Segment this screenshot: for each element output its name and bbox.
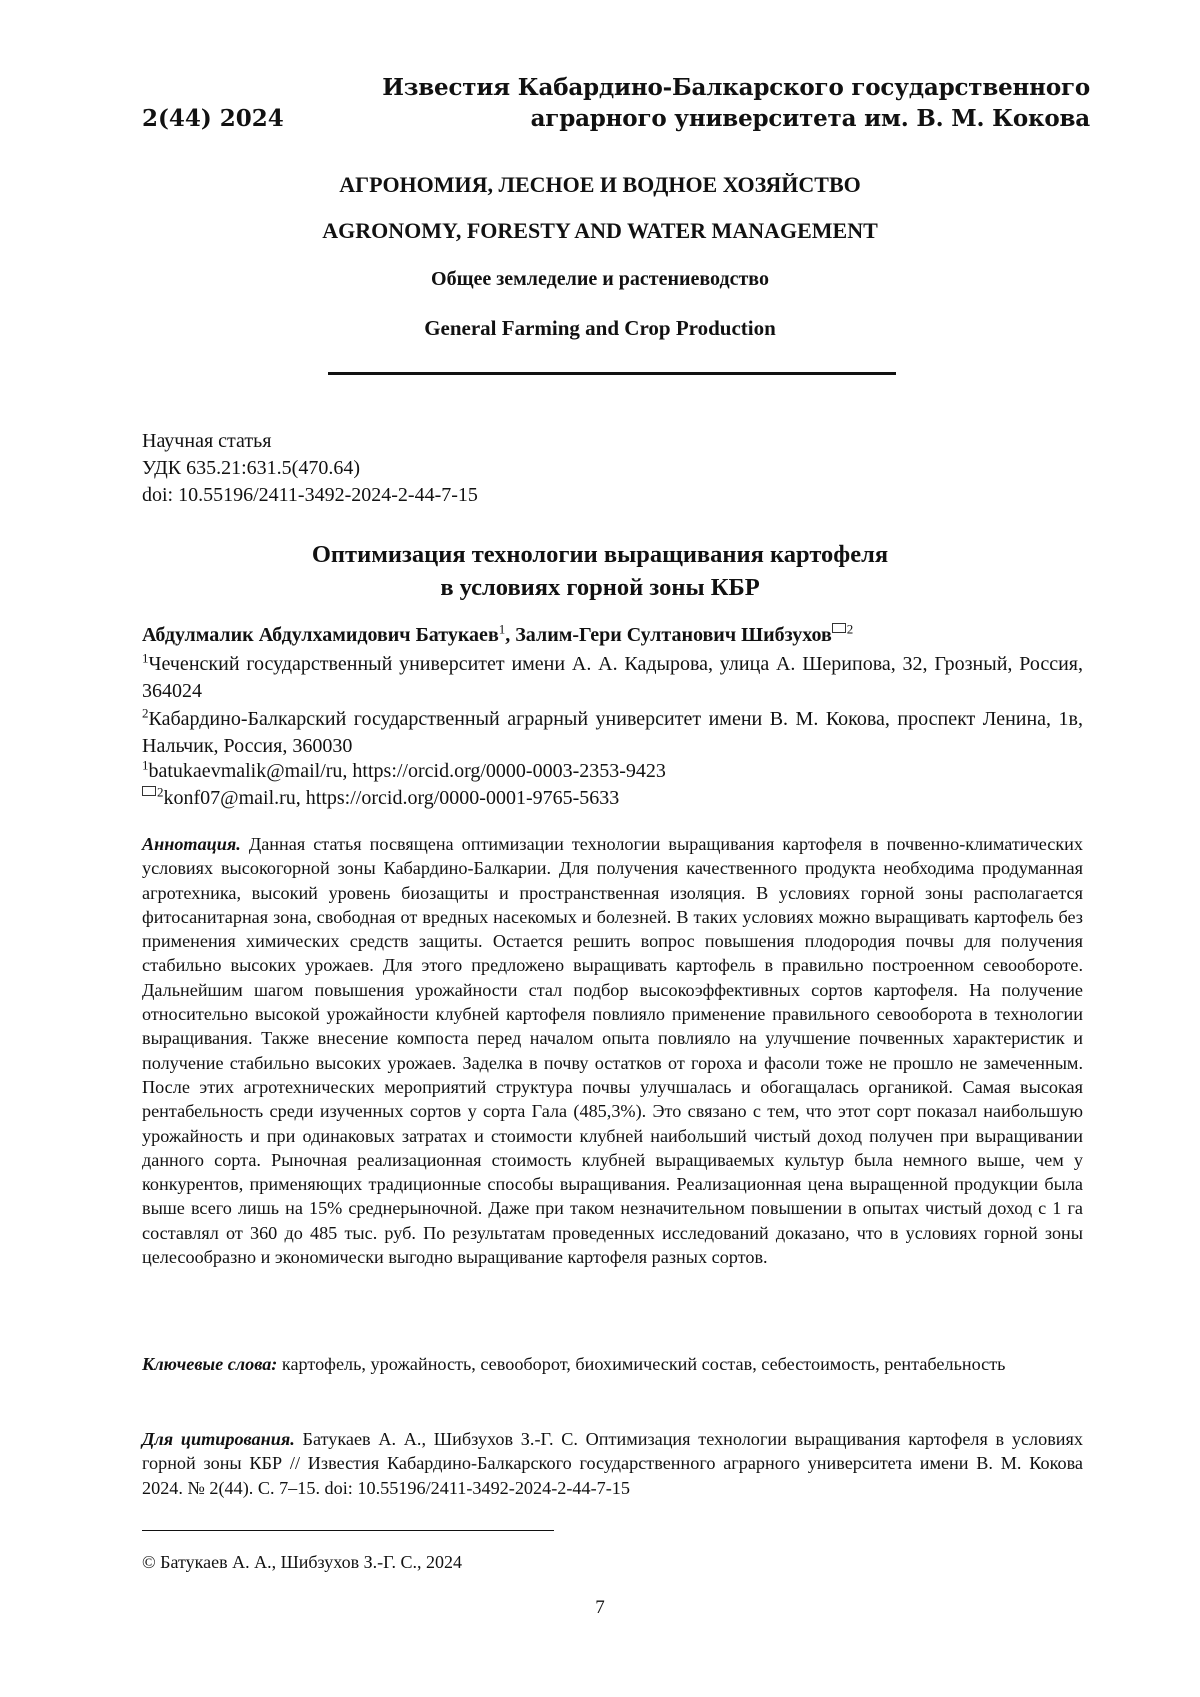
affiliation-2-text: Кабардино-Балкарский государственный аграрный университет имени В. М. Кокова, проспект Ленина, 1в, Нальчик, Россия, 360030 (142, 708, 1083, 757)
abstract (142, 832, 1083, 1269)
keywords-text: картофель, урожайность, севооборот, биохимический состав, себестоимость, рентабельность (282, 1354, 1006, 1374)
section-title-ru: АГРОНОМИЯ, ЛЕСНОЕ И ВОДНОЕ ХОЗЯЙСТВО (0, 172, 1200, 198)
email-1-num: 1 (142, 757, 149, 772)
author-2-sup: 2 (847, 621, 854, 636)
affiliation-1 (142, 651, 1083, 705)
udc-code: УДК 635.21:631.5(470.64) (142, 455, 478, 482)
section-title-en: AGRONOMY, FORESTY AND WATER MANAGEMENT (0, 218, 1200, 244)
email-1 (142, 760, 666, 783)
citation-text: Батукаев А. А., Шибзухов З.-Г. С. Оптимизация технологии выращивания картофеля в условиях горной зоны КБР // Известия Кабардино-Балкарского государственного аграрного университета имени В. М. Кокова 2024. № 2(44). С. 7–15. doi: 10.55196/2411-3492-2024-2-44-7-15 (142, 1429, 1083, 1498)
article-title-line2: в условиях горной зоны КБР (0, 571, 1200, 604)
section-divider (328, 372, 896, 375)
affiliation-1-num: 1 (142, 650, 149, 665)
citation-label: Для цитирования. (142, 1429, 295, 1449)
email-2 (142, 787, 619, 810)
author-separator: , (505, 624, 515, 646)
abstract-label: Аннотация. (142, 834, 241, 854)
journal-title-line2: аграрного университета им. В. М. Кокова (382, 103, 1090, 134)
copyright: © Батукаев А. А., Шибзухов З.-Г. С., 2024 (142, 1552, 462, 1573)
citation (142, 1427, 1083, 1500)
envelope-icon (142, 786, 156, 796)
article-meta (142, 428, 478, 509)
doi[interactable]: doi: 10.55196/2411-3492-2024-2-44-7-15 (142, 482, 478, 509)
footnote-divider (142, 1530, 554, 1531)
author-2-name: Залим-Гери Султанович Шибзухов (515, 624, 832, 646)
subsection-title-en: General Farming and Crop Production (0, 316, 1200, 341)
page-number: 7 (0, 1597, 1200, 1619)
keywords-label: Ключевые слова: (142, 1354, 277, 1374)
envelope-icon (832, 623, 846, 633)
issue-number: 2(44) 2024 (142, 105, 284, 132)
affiliation-2-num: 2 (142, 705, 149, 720)
email-1-text[interactable]: batukaevmalik@mail/ru, https://orcid.org/0000-0003-2353-9423 (149, 760, 666, 782)
article-type: Научная статья (142, 428, 478, 455)
affiliation-2 (142, 706, 1083, 760)
affiliation-1-text: Чеченский государственный университет имени А. А. Кадырова, улица А. Шерипова, 32, Грозный, Россия, 364024 (142, 653, 1083, 702)
author-1-sup: 1 (499, 621, 506, 636)
authors (142, 624, 853, 647)
journal-title (382, 72, 1090, 134)
subsection-title-ru: Общее земледелие и растениеводство (0, 268, 1200, 291)
article-title (0, 538, 1200, 604)
email-2-num: 2 (157, 784, 164, 799)
abstract-text: Данная статья посвящена оптимизации технологии выращивания картофеля в почвенно-климатических условиях высокогорной зоны Кабардино-Балкарии. Для получения качественного продукта необходима продуманная агротехника, высокий уровень биозащиты и пространственная изоляция. В условиях горной зоны располагается фитосанитарная зона, свободная от вредных насекомых и болезней. В таких условиях можно выращивать картофель без применения химических средств защиты. Остается решить вопрос повышения плодородия почвы для получения стабильно высоких урожаев. Для этого предложено выращивать картофель в правильно построенном севообороте. Дальнейшим шагом повышения урожайности стал подбор высокоэффективных сортов картофеля. На получение относительно высокой урожайности клубней картофеля повлияло применение правильного севооборота в технологии выращивания. Также внесение компоста перед началом опыта повлияло на улучшение почвенных характеристик и получение стабильно высоких урожаев. Заделка в почву остатков от гороха и фасоли тоже не прошло не замеченным. После этих агротехнических мероприятий структура почвы улучшалась и обогащалась органикой. Самая высокая рентабельность среди изученных сортов у сорта Гала (485,3%). Это связано с тем, что этот сорт показал наибольшую урожайность и при одинаковых затратах и стоимости клубней наибольший чистый доход получен при выращивании данного сорта. Рыночная реализационная стоимость клубней выращиваемых культур была немного выше, чем у конкурентов, применяющих традиционные способы выращивания. Реализационная цена выращенной продукции была выше всего лишь на 15% среднерыночной. Даже при таком незначительном повышении в опытах чистый доход с 1 га составлял от 360 до 485 тыс. руб. По результатам проведенных исследований доказано, что в условиях горной зоны целесообразно и экономически выгодно выращивание картофеля разных сортов. (142, 834, 1083, 1267)
article-title-line1: Оптимизация технологии выращивания картофеля (0, 538, 1200, 571)
author-1-name: Абдулмалик Абдулхамидович Батукаев (142, 624, 499, 646)
journal-title-line1: Известия Кабардино-Балкарского государственного (382, 72, 1090, 103)
keywords (142, 1352, 1083, 1376)
email-2-text[interactable]: konf07@mail.ru, https://orcid.org/0000-0001-9765-5633 (164, 787, 620, 809)
